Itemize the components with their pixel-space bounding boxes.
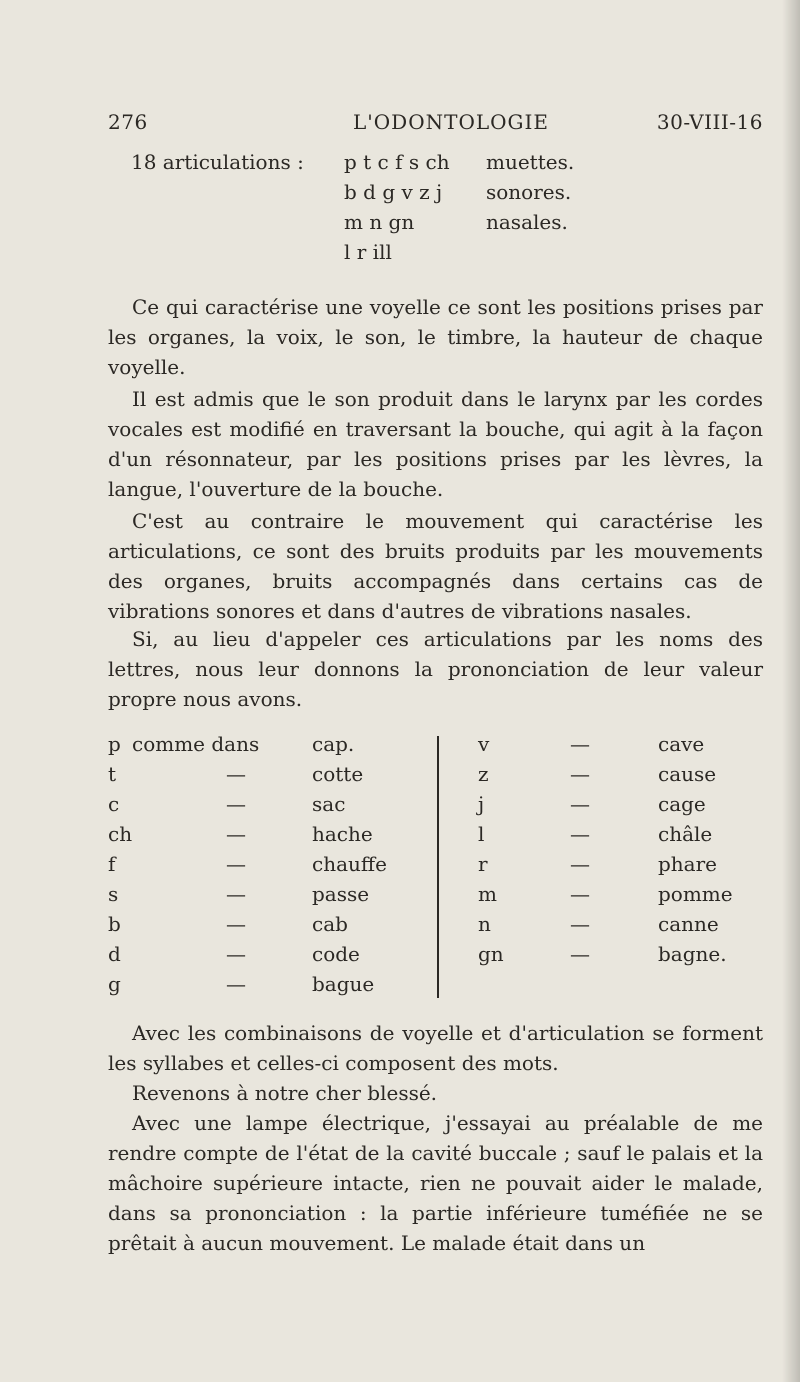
example-letter: c <box>108 792 120 816</box>
example-word: cause <box>658 762 717 786</box>
examples-table <box>108 732 763 1002</box>
example-letter: t <box>108 762 117 786</box>
example-separator: — <box>570 762 590 786</box>
paragraph-larynx: Il est admis que le son produit dans le larynx par les cordes vocales est modifié en traversant la bouche, qui agit à la façon d'un résonnateur, par les positions prises par les lèvres, la langue, l'ouverture de la bouche. <box>108 387 763 501</box>
example-separator: — <box>226 882 246 906</box>
paragraph-voyelle: Ce qui caractérise une voyelle ce sont les positions prises par les organes, la voix, le son, le timbre, la hauteur de chaque voyelle. <box>108 295 763 379</box>
issue-date: 30-VIII-16 <box>656 110 763 134</box>
articulation-letters: m n gn <box>344 210 415 234</box>
example-letter: f <box>108 852 116 876</box>
example-word: cave <box>658 732 705 756</box>
page-edge-shadow <box>782 0 800 1382</box>
example-letter: m <box>478 882 497 906</box>
journal-title: L'ODONTOLOGIE <box>353 110 549 134</box>
example-word: pomme <box>658 882 733 906</box>
example-word: chauffe <box>312 852 387 876</box>
example-letter: gn <box>478 942 504 966</box>
articulation-kind: sonores. <box>486 180 572 204</box>
example-word: sac <box>312 792 346 816</box>
example-word: phare <box>658 852 718 876</box>
example-separator: — <box>226 822 246 846</box>
example-letter: r <box>478 852 488 876</box>
example-letter: d <box>108 942 121 966</box>
example-word: cotte <box>312 762 364 786</box>
example-letter: s <box>108 882 119 906</box>
example-separator: — <box>226 942 246 966</box>
paragraph-lampe: Avec une lampe électrique, j'essayai au préalable de me rendre compte de l'état de la cavité buccale ; sauf le palais et la mâchoire supérieure intacte, rien ne pouvait aider le malade, dans sa prononciation : la partie inférieure tuméfiée ne se prêtait à aucun mouvement. Le malade était dans un <box>108 1111 763 1255</box>
example-separator: comme dans <box>132 732 260 756</box>
example-separator: — <box>570 912 590 936</box>
articulation-letters: p t c f s ch <box>344 150 450 174</box>
example-separator: — <box>226 972 246 996</box>
example-separator: — <box>570 792 590 816</box>
example-letter: l <box>478 822 485 846</box>
articulation-kind: nasales. <box>486 210 568 234</box>
example-word: hache <box>312 822 373 846</box>
paragraph-prononciation: Si, au lieu d'appeler ces articulations par les noms des lettres, nous leur donnons la prononciation de leur valeur propre nous avons. <box>108 627 763 711</box>
articulation-kind: muettes. <box>486 150 575 174</box>
example-word: code <box>312 942 360 966</box>
paragraph-blesse: Revenons à notre cher blessé. <box>132 1081 438 1105</box>
example-separator: — <box>226 762 246 786</box>
example-separator: — <box>226 852 246 876</box>
example-separator: — <box>226 792 246 816</box>
example-separator: — <box>570 942 590 966</box>
paragraph-syllabes: Avec les combinaisons de voyelle et d'articulation se forment les syllabes et celles-ci composent des mots. <box>108 1021 763 1075</box>
example-word: châle <box>658 822 713 846</box>
column-divider <box>437 736 439 998</box>
running-header <box>108 110 763 144</box>
example-separator: — <box>226 912 246 936</box>
example-letter: j <box>478 792 485 816</box>
example-letter: v <box>478 732 490 756</box>
example-word: cap. <box>312 732 355 756</box>
example-word: cage <box>658 792 706 816</box>
example-word: bague <box>312 972 375 996</box>
example-letter: n <box>478 912 491 936</box>
example-word: canne <box>658 912 719 936</box>
example-separator: — <box>570 822 590 846</box>
example-letter: ch <box>108 822 133 846</box>
example-separator: — <box>570 732 590 756</box>
page-number: 276 <box>108 110 148 134</box>
example-word: bagne. <box>658 942 727 966</box>
example-separator: — <box>570 852 590 876</box>
example-letter: z <box>478 762 489 786</box>
articulation-letters: l r ill <box>344 240 392 264</box>
example-word: cab <box>312 912 348 936</box>
example-separator: — <box>570 882 590 906</box>
example-letter: b <box>108 912 121 936</box>
articulation-letters: b d g v z j <box>344 180 443 204</box>
example-letter: p <box>108 732 121 756</box>
example-letter: g <box>108 972 121 996</box>
paragraph-articulations: C'est au contraire le mouvement qui caractérise les articulations, ce sont des bruits produits par les mouvements des organes, bruits accompagnés dans certains cas de vibrations sonores et dans d'autres de vibrations nasales. <box>108 509 763 623</box>
example-word: passe <box>312 882 370 906</box>
articulations-lead: 18 articulations : <box>131 150 304 174</box>
